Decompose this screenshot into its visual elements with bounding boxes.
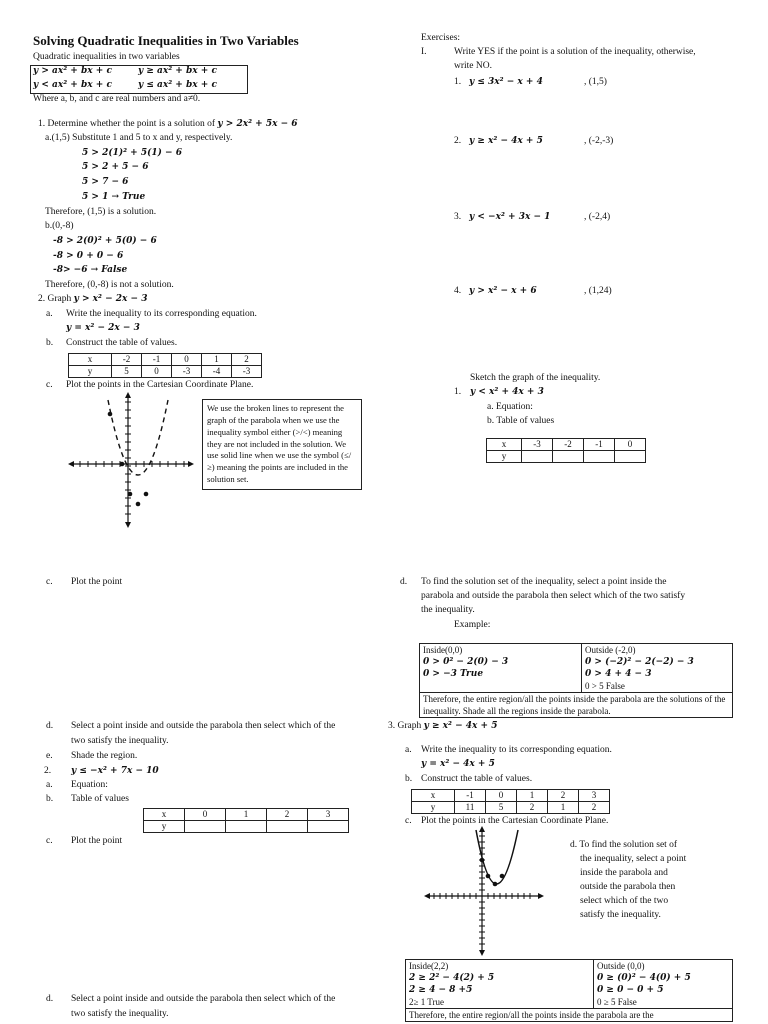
plot-point (120, 462, 125, 467)
table-cell (267, 821, 308, 833)
ex1-b-step: -8 > 2(0)² + 5(0) − 6 (53, 236, 157, 246)
ex3-c-text: Plot the points in the Cartesian Coordinate Plane. (421, 816, 609, 826)
plot-point (500, 874, 505, 879)
arrow-up-icon (479, 826, 485, 832)
table-cell: 2 (579, 802, 610, 814)
table-cell: x (412, 790, 455, 802)
plot-point-text: Plot the point (71, 577, 123, 587)
select-point-text: Select a point inside and outside the parabola then select which of the (71, 721, 336, 731)
table-cell (553, 451, 584, 463)
ex3-comparison-table (405, 959, 733, 1022)
ex3-d-text: inside the parabola and (580, 868, 668, 878)
intro-subtitle: Quadratic inequalities in two variables (33, 52, 180, 62)
ex3-d-text: the inequality, select a point (580, 854, 687, 864)
table-cell: x (487, 439, 522, 451)
conclusion-cell: Therefore, the entire region/all the points inside the parabola are the (406, 1009, 733, 1022)
right-d-text: To find the solution set of the inequality, select a point inside the (421, 577, 667, 587)
table-cell: 3 (579, 790, 610, 802)
ex3-c-marker: c. (405, 816, 412, 826)
table-cell: 1 (202, 354, 232, 366)
equation-label: Equation: (71, 780, 108, 790)
table-row (487, 439, 646, 451)
sketch-table-label: b. Table of values (487, 416, 555, 426)
ex2-value-table (68, 353, 262, 378)
exercise-number: 3. (454, 212, 462, 222)
ex3-d-text: outside the parabola then (580, 882, 676, 892)
table-row (420, 693, 733, 718)
table-cell: y (412, 802, 455, 814)
plot-point (136, 502, 141, 507)
plot-point (144, 492, 149, 497)
broken-lines-note: We use the broken lines to represent the graph of the parabola when we use the inequality symbol either (>/<) meaning they are not included in the solution. We use solid line when we use the symbol (≤/≥) meaning the points are included in the solution set. (202, 399, 362, 490)
table-cell: 5 (112, 366, 142, 378)
ex3-b-text: Construct the table of values. (421, 774, 533, 784)
table-cell (615, 451, 646, 463)
page-title: Solving Quadratic Inequalities in Two Variables (33, 33, 299, 48)
form-ge: y ≥ ax² + bx + c (138, 66, 217, 76)
ex1-b-step: -8 > 0 + 0 − 6 (53, 251, 124, 261)
exercise-inequality: y ≤ 3x² − x + 4 (469, 77, 543, 87)
exercise-number: 2. (454, 136, 462, 146)
marker-e: e. (46, 751, 53, 761)
arrow-down-icon (125, 522, 131, 528)
axis-ticks (80, 402, 184, 514)
table-cell (522, 451, 553, 463)
ex2-c-text: Plot the points in the Cartesian Coordinate Plane. (66, 380, 254, 390)
ex1-a-step: 5 > 1 → True (82, 192, 146, 202)
table-cell (308, 821, 349, 833)
ex2-c-marker: c. (46, 380, 53, 390)
sketch-inequality: y < x² + 4x + 3 (470, 387, 544, 397)
example-label: Example: (454, 620, 491, 630)
table-of-values-label: Table of values (71, 794, 129, 804)
table-row (69, 366, 262, 378)
right-d-text: parabola and outside the parabola then select which of the two satisfy (421, 591, 686, 601)
arrow-left-icon (424, 893, 430, 899)
ex1-a-step: 5 > 7 − 6 (82, 177, 129, 187)
table-row (69, 354, 262, 366)
table-cell: 1 (517, 790, 548, 802)
ex1-a-step: 5 > 2(1)² + 5(1) − 6 (82, 148, 182, 158)
ex3-b-marker: b. (405, 774, 413, 784)
inside-cell: Inside(2,2) 2 ≥ 2² − 4(2) + 5 2 ≥ 4 − 8 +5 2≥ 1 True (406, 960, 594, 1009)
example-comparison-table (419, 643, 733, 718)
table-cell: -3 (172, 366, 202, 378)
table-cell: y (487, 451, 522, 463)
arrow-left-icon (68, 461, 74, 467)
table-cell: -1 (455, 790, 486, 802)
table-row (406, 1009, 733, 1022)
ex2-heading: 2. Graph y > x² − 2x − 3 (38, 294, 148, 304)
intro-where: Where a, b, and c are real numbers and a≠0. (33, 94, 201, 104)
exercise-inequality: y < −x² + 3x − 1 (469, 212, 551, 222)
table-cell: -1 (142, 354, 172, 366)
table-cell: x (144, 809, 185, 821)
arrow-up-icon (125, 392, 131, 398)
table-cell (584, 451, 615, 463)
ex1-a-conclusion: Therefore, (1,5) is a solution. (45, 207, 157, 217)
table-cell: 0 (142, 366, 172, 378)
plot-point (108, 412, 113, 417)
sketch-equation-label: a. Equation: (487, 402, 533, 412)
form-gt: y > ax² + bx + c (33, 66, 112, 76)
ex1-a-label: a.(1,5) Substitute 1 and 5 to x and y, respectively. (45, 133, 233, 143)
exercise-inequality: y > x² − x + 6 (469, 286, 537, 296)
ex1-heading: 1. Determine whether the point is a solution of y > 2x² + 5x − 6 (38, 119, 298, 129)
table-cell: 3 (308, 809, 349, 821)
ex3-d-text: d. To find the solution set of (570, 840, 678, 850)
ex3-heading: 3. Graph y ≥ x² − 4x + 5 (388, 721, 498, 731)
table-cell: 5 (486, 802, 517, 814)
plot-point (480, 858, 485, 863)
table-cell: 1 (226, 809, 267, 821)
left-ex2-table (143, 808, 349, 833)
table-row (487, 451, 646, 463)
sketch-number: 1. (454, 387, 462, 397)
table-cell: 11 (455, 802, 486, 814)
two-satisfy-text: two satisfy the inequality. (71, 736, 169, 746)
form-le: y ≤ ax² + bx + c (138, 80, 217, 90)
marker-c: c. (46, 836, 53, 846)
sketch-heading: Sketch the graph of the inequality. (470, 373, 601, 383)
table-cell: -2 (553, 439, 584, 451)
table-cell: 0 (486, 790, 517, 802)
exercises-instruction: Write YES if the point is a solution of the inequality, otherwise, (454, 47, 696, 57)
exercises-roman: I. (421, 47, 427, 57)
table-cell: 2 (517, 802, 548, 814)
marker-d: d. (46, 721, 54, 731)
ex2-a-equation: y = x² − 2x − 3 (66, 323, 140, 333)
exercises-instruction-2: write NO. (454, 61, 492, 71)
table-row (144, 821, 349, 833)
ex3-a-marker: a. (405, 745, 412, 755)
table-cell: x (69, 354, 112, 366)
arrow-right-icon (188, 461, 194, 467)
table-cell (226, 821, 267, 833)
inside-cell: Inside(0,0) 0 > 0² − 2(0) − 3 0 > −3 True (420, 644, 582, 693)
ex1-a-step: 5 > 2 + 5 − 6 (82, 162, 149, 172)
table-cell: 2 (232, 354, 262, 366)
table-cell: y (144, 821, 185, 833)
form-lt: y < ax² + bx + c (33, 80, 112, 90)
ex1-b-step: -8> −6 → False (53, 265, 128, 275)
table-cell: -4 (202, 366, 232, 378)
ex1-b-conclusion: Therefore, (0,-8) is not a solution. (45, 280, 174, 290)
two-satisfy-text: two satisfy the inequality. (71, 1009, 169, 1019)
left-ex2-inequality: y ≤ −x² + 7x − 10 (71, 766, 159, 776)
plot-point (128, 492, 133, 497)
table-row (406, 960, 733, 1009)
ex3-d-text: select which of the two (580, 896, 669, 906)
plot-point (493, 882, 498, 887)
exercise-point: , (1,5) (584, 77, 607, 87)
ex3-d-text: satisfy the inequality. (580, 910, 661, 920)
conclusion-cell: Therefore, the entire region/all the points inside the parabola are the solutions of the inequality. Shade all the regions inside the parabola. (420, 693, 733, 718)
table-row (144, 809, 349, 821)
table-cell (185, 821, 226, 833)
ex2-b-text: Construct the table of values. (66, 338, 178, 348)
sketch-value-table (486, 438, 646, 463)
ex2-a-text: Write the inequality to its corresponding equation. (66, 309, 257, 319)
table-cell: -3 (232, 366, 262, 378)
table-cell: 0 (185, 809, 226, 821)
plot-point (486, 874, 491, 879)
exercise-point: , (-2,-3) (584, 136, 614, 146)
select-point-text: Select a point inside and outside the parabola then select which of the (71, 994, 336, 1004)
table-cell: 0 (615, 439, 646, 451)
table-cell: 2 (548, 790, 579, 802)
ex2-b-marker: b. (46, 338, 54, 348)
exercises-header: Exercises: (421, 33, 461, 43)
marker-a: a. (46, 780, 53, 790)
table-cell: -2 (112, 354, 142, 366)
outside-cell: Outside (-2,0) 0 > (−2)² − 2(−2) − 3 0 > 4 + 4 − 3 0 > 5 False (582, 644, 733, 693)
arrow-right-icon (538, 893, 544, 899)
item-number: 2. (44, 766, 52, 776)
exercise-point: , (-2,4) (584, 212, 611, 222)
plot-point-text: Plot the point (71, 836, 123, 846)
table-cell: -1 (584, 439, 615, 451)
arrow-down-icon (479, 950, 485, 956)
ex2-parabola-graph (68, 392, 194, 528)
ex3-a-text: Write the inequality to its corresponding equation. (421, 745, 612, 755)
exercise-number: 1. (454, 77, 462, 87)
exercise-inequality: y ≥ x² − 4x + 5 (469, 136, 543, 146)
ex2-a-marker: a. (46, 309, 53, 319)
ex3-parabola-graph (424, 826, 544, 956)
exercise-point: , (1,24) (584, 286, 612, 296)
right-d-text: the inequality. (421, 605, 475, 615)
shade-region-text: Shade the region. (71, 751, 138, 761)
table-cell: -3 (522, 439, 553, 451)
outside-cell: Outside (0,0) 0 ≥ (0)² − 4(0) + 5 0 ≥ 0 − 0 + 5 0 ≥ 5 False (594, 960, 733, 1009)
ex3-value-table (411, 789, 610, 814)
ex1-b-label: b.(0,-8) (45, 221, 74, 231)
table-row (412, 790, 610, 802)
table-cell: 1 (548, 802, 579, 814)
table-row (420, 644, 733, 693)
marker-c: c. (46, 577, 53, 587)
table-row (412, 802, 610, 814)
table-cell: 2 (267, 809, 308, 821)
ex3-a-equation: y = x² − 4x + 5 (421, 759, 495, 769)
exercise-number: 4. (454, 286, 462, 296)
marker-b: b. (46, 794, 54, 804)
table-cell: y (69, 366, 112, 378)
right-d-marker: d. (400, 577, 408, 587)
table-cell: 0 (172, 354, 202, 366)
marker-d: d. (46, 994, 54, 1004)
